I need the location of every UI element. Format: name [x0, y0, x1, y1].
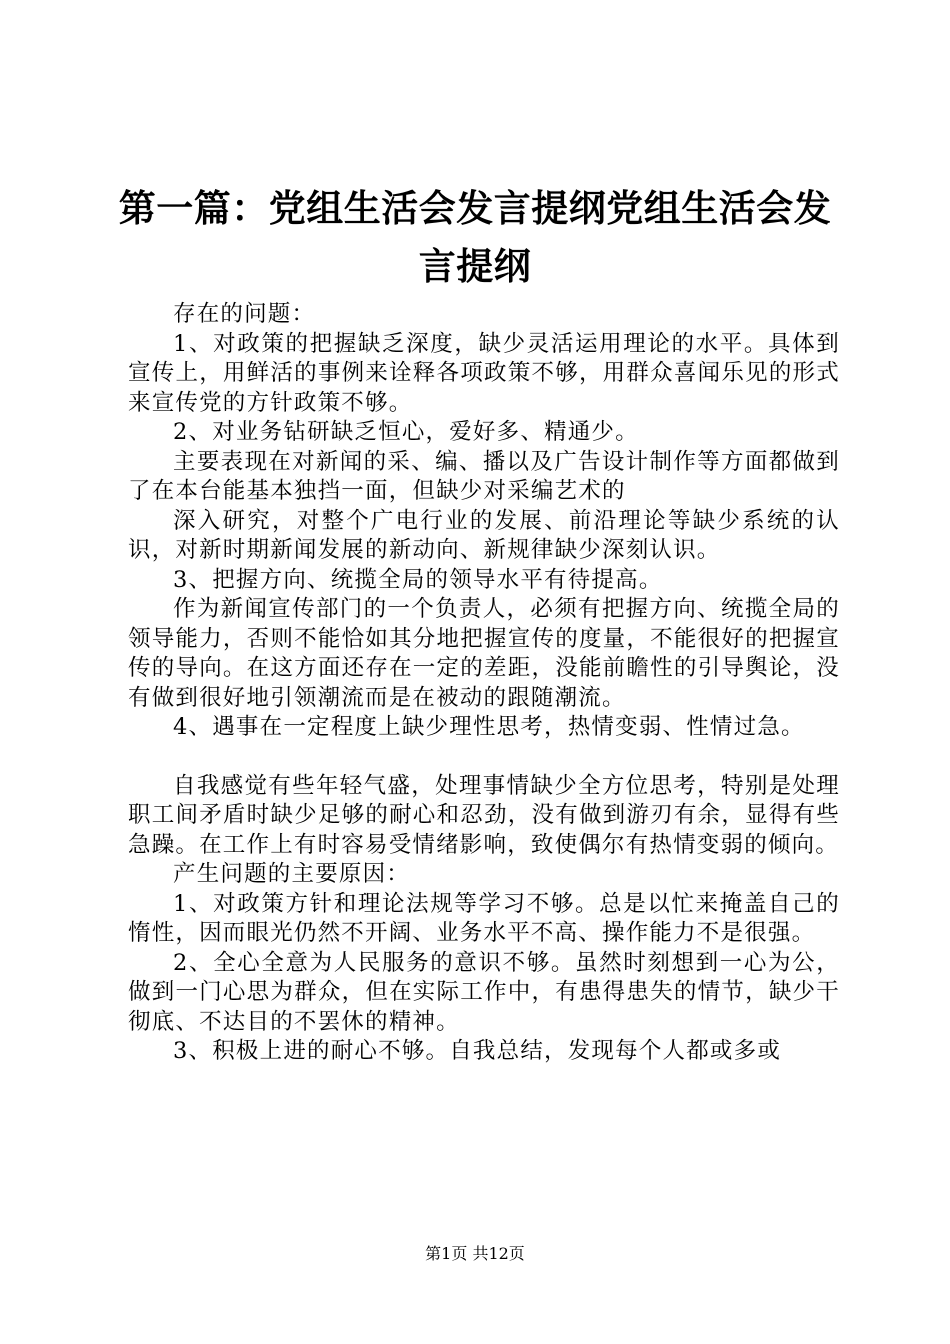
- paragraph: 1、对政策的把握缺乏深度，缺少灵活运用理论的水平。具体到宣传上，用鲜活的事例来诠释各项政策不够，用群众喜闻乐见的形式来宣传党的方针政策不够。: [128, 330, 840, 416]
- paragraph: 1、对政策方针和理论法规等学习不够。总是以忙来掩盖自己的惰性，因而眼光仍然不开阔、业务水平不高、操作能力不是很强。: [128, 890, 840, 946]
- paragraph: 4、遇事在一定程度上缺少理性思考，热情变弱、性情过急。: [173, 714, 805, 740]
- paragraph-heading-causes: 产生问题的主要原因：: [173, 861, 411, 887]
- paragraph: 2、对业务钻研缺乏恒心，爱好多、精通少。: [173, 419, 639, 445]
- paragraph-heading-problems: 存在的问题：: [173, 301, 316, 327]
- paragraph: 自我感觉有些年轻气盛，处理事情缺少全方位思考，特别是处理职工间矛盾时缺少足够的耐心和忍劲，没有做到游刃有余，显得有些急躁。在工作上有时容易受情绪影响，致使偶尔有热情变弱的倾向。: [128, 772, 840, 858]
- paragraph: 3、把握方向、统揽全局的领导水平有待提高。: [173, 566, 663, 593]
- paragraph: 深入研究，对整个广电行业的发展、前沿理论等缺少系统的认识，对新时期新闻发展的新动向、新规律缺少深刻认识。: [128, 507, 840, 563]
- paragraph: 主要表现在对新闻的采、编、播以及广告设计制作等方面都做到了在本台能基本独挡一面，但缺少对采编艺术的: [128, 448, 840, 504]
- document-title: 第一篇：党组生活会发言提纲党组生活会发言提纲: [118, 187, 832, 288]
- paragraph: 作为新闻宣传部门的一个负责人，必须有把握方向、统揽全局的领导能力，否则不能恰如其分地把握宣传的度量，不能很好的把握宣传的导向。在这方面还存在一定的差距，没能前瞻性的引导舆论，没有做到很好地引领潮流而是在被动的跟随潮流。: [128, 596, 840, 711]
- paragraph: 2、全心全意为人民服务的意识不够。虽然时刻想到一心为公，做到一门心思为群众，但在实际工作中，有患得患失的情节，缺少干彻底、不达目的不罢休的精神。: [128, 949, 840, 1035]
- page-footer: 第1页 共12页: [425, 1244, 525, 1263]
- document-body: [128, 300, 840, 1067]
- paragraph: 3、积极上进的耐心不够。自我总结，发现每个人都或多或: [173, 1038, 782, 1064]
